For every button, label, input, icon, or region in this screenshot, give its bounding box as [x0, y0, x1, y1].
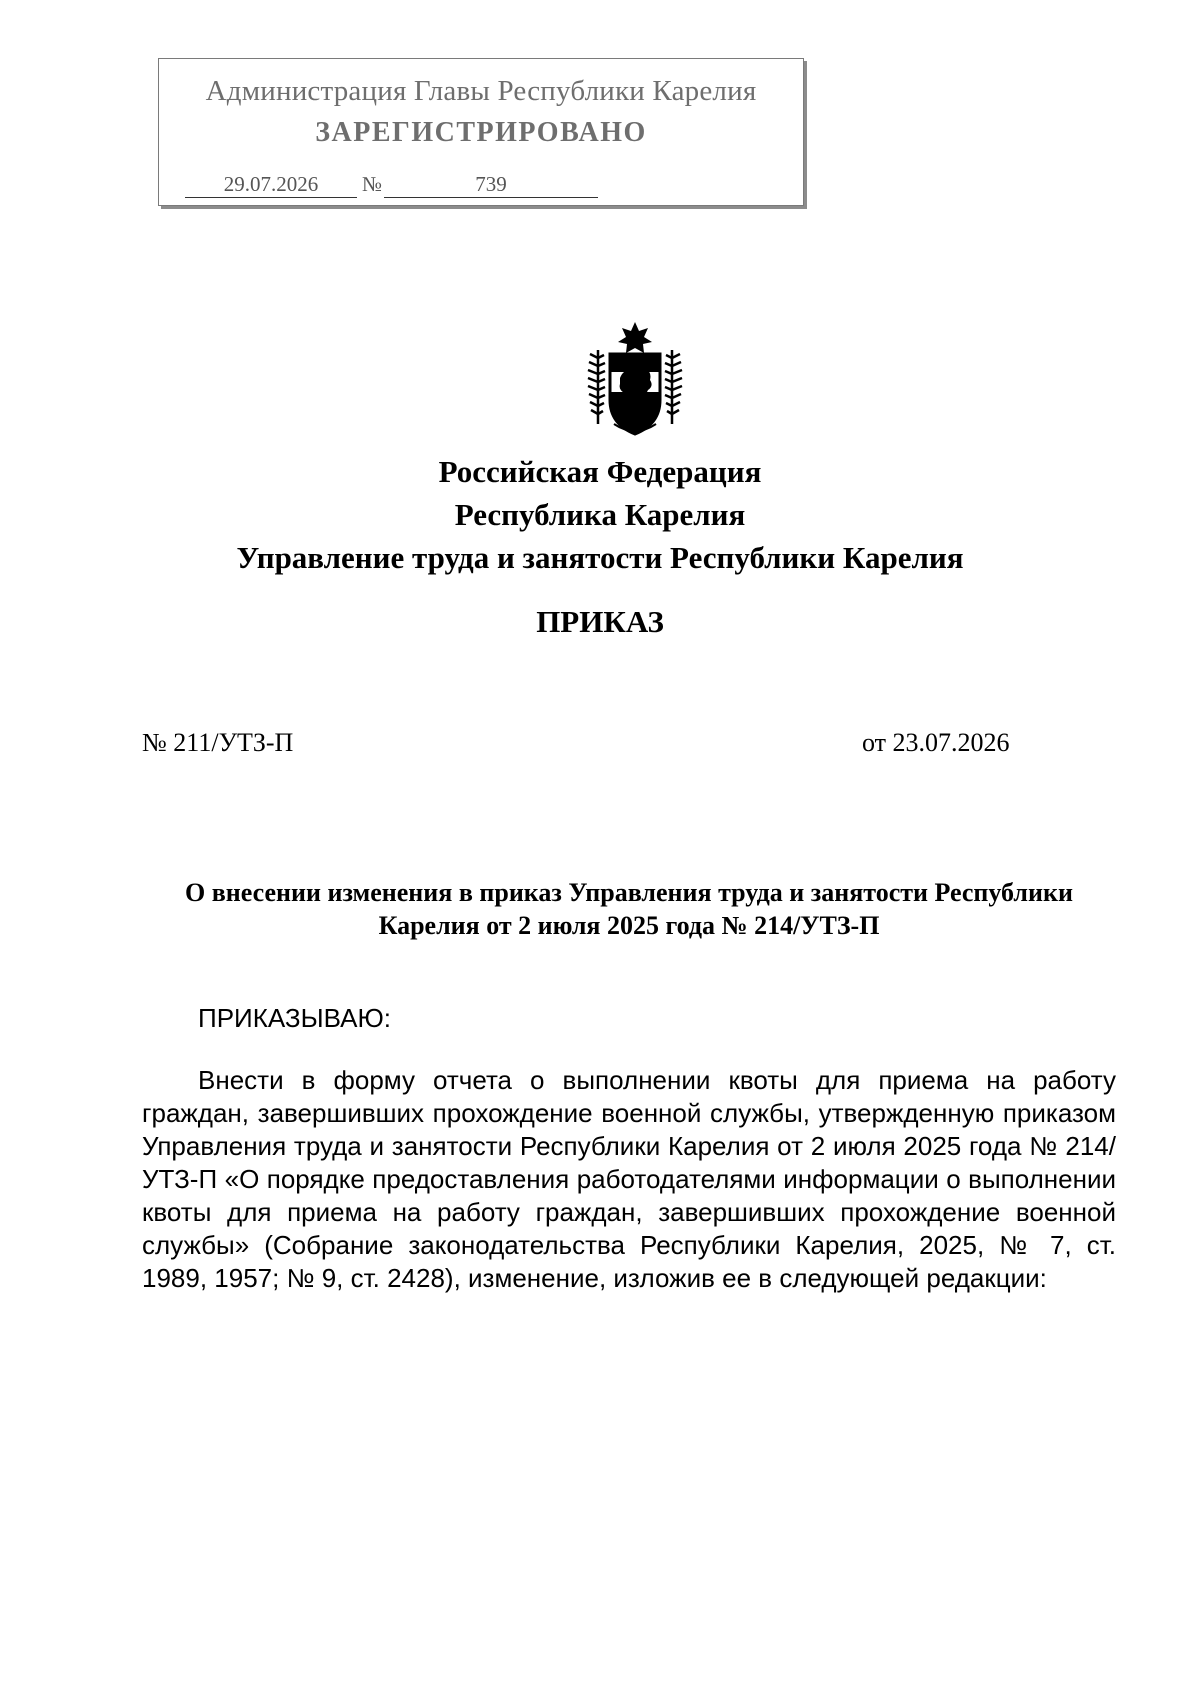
order-command: ПРИКАЗЫВАЮ: — [198, 1003, 391, 1033]
stamp-date: 29.07.2026 — [185, 172, 357, 198]
stamp-organization: Администрация Главы Республики Карелия — [205, 75, 757, 107]
stamp-status: ЗАРЕГИСТРИРОВАНО — [315, 117, 647, 148]
order-subject: О внесении изменения в приказ Управления труда и занятости Республики Карелия от 2 июля 2025 года № 214/УТЗ-П — [185, 878, 1073, 940]
header-agency: Управление труда и занятости Республики Карелия — [236, 540, 964, 575]
order-number: № 211/УТЗ-П — [142, 728, 294, 757]
stamp-number-sign: № — [362, 172, 383, 196]
order-body-paragraph: Внести в форму отчета о выполнении квоты для приема на работу граждан, завершивших прохождение военной службы, утвержденную приказом Управления труда и занятости Республики Карелия от 2 июля 2025 года № 214/УТЗ-П «О порядке предоставления работодателями информации о выполнении квоты для приема на работу граждан, завершивших прохождение военной службы» (Собрание законодательства Республики Карелия, 2025, № 7, ст. 1989, 1957; № 9, ст. 2428), изменение, изложив ее в следующей редакции: — [142, 1065, 1116, 1293]
header-country: Российская Федерация — [438, 454, 762, 489]
document-type-title: ПРИКАЗ — [536, 604, 664, 639]
stamp-registration-line — [185, 172, 775, 198]
karelia-coat-of-arms-icon — [580, 320, 690, 440]
stamp-number: 739 — [384, 172, 598, 198]
order-date: от 23.07.2026 — [862, 728, 1010, 757]
registration-stamp — [158, 58, 804, 206]
header-republic: Республика Карелия — [454, 497, 746, 532]
